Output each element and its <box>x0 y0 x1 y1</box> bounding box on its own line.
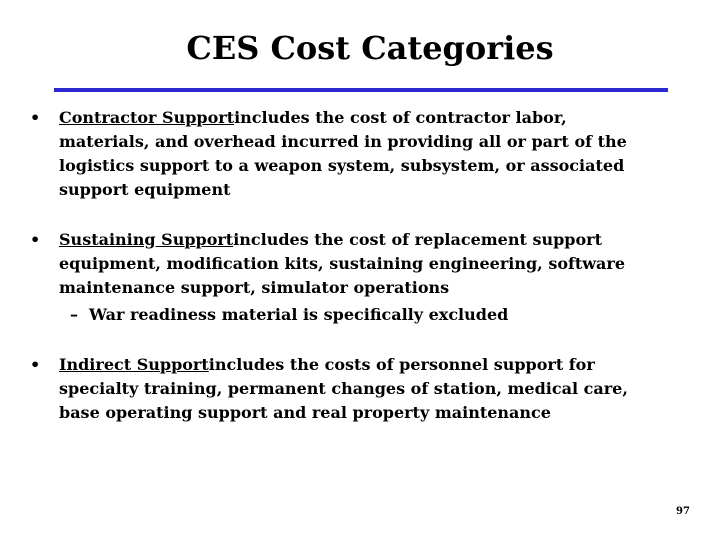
bullet-line: specialty training, permanent changes of station, medical care, <box>59 379 628 398</box>
bullet-dot-icon: • <box>30 355 41 374</box>
page-number: 97 <box>676 506 690 517</box>
bullet-text: includes the cost of contractor labor, <box>234 108 567 127</box>
dash-icon: – <box>70 305 78 324</box>
slide-title: CES Cost Categories <box>186 29 554 67</box>
sub-bullet-war-readiness <box>59 303 720 327</box>
bullet-line: support equipment <box>59 180 231 199</box>
bullet-line <box>59 228 720 252</box>
bullet-line: logistics support to a weapon system, subsystem, or associated <box>59 156 625 175</box>
bullet-line <box>59 106 720 130</box>
bullet-line: base operating support and real property maintenance <box>59 403 551 422</box>
bullet-line <box>59 353 720 377</box>
bullet-term: Sustaining Support <box>59 230 234 249</box>
bullet-sustaining-support <box>30 228 720 327</box>
bullet-dot-icon: • <box>30 230 41 249</box>
bullet-term: Contractor Support <box>59 108 235 127</box>
bullet-dot-icon: • <box>30 108 41 127</box>
bullet-list <box>30 106 720 425</box>
bullet-contractor-support <box>30 106 720 202</box>
bullet-line: materials, and overhead incurred in providing all or part of the <box>59 132 627 151</box>
title-rule <box>54 88 668 92</box>
sub-bullet-text: War readiness material is specifically excluded <box>89 305 509 324</box>
bullet-text: includes the cost of replacement support <box>233 230 602 249</box>
bullet-line: maintenance support, simulator operations <box>59 278 450 297</box>
bullet-indirect-support <box>30 353 720 425</box>
bullet-line: equipment, modification kits, sustaining engineering, software <box>59 254 626 273</box>
bullet-term: Indirect Support <box>59 355 209 374</box>
bullet-text: includes the costs of personnel support for <box>208 355 595 374</box>
